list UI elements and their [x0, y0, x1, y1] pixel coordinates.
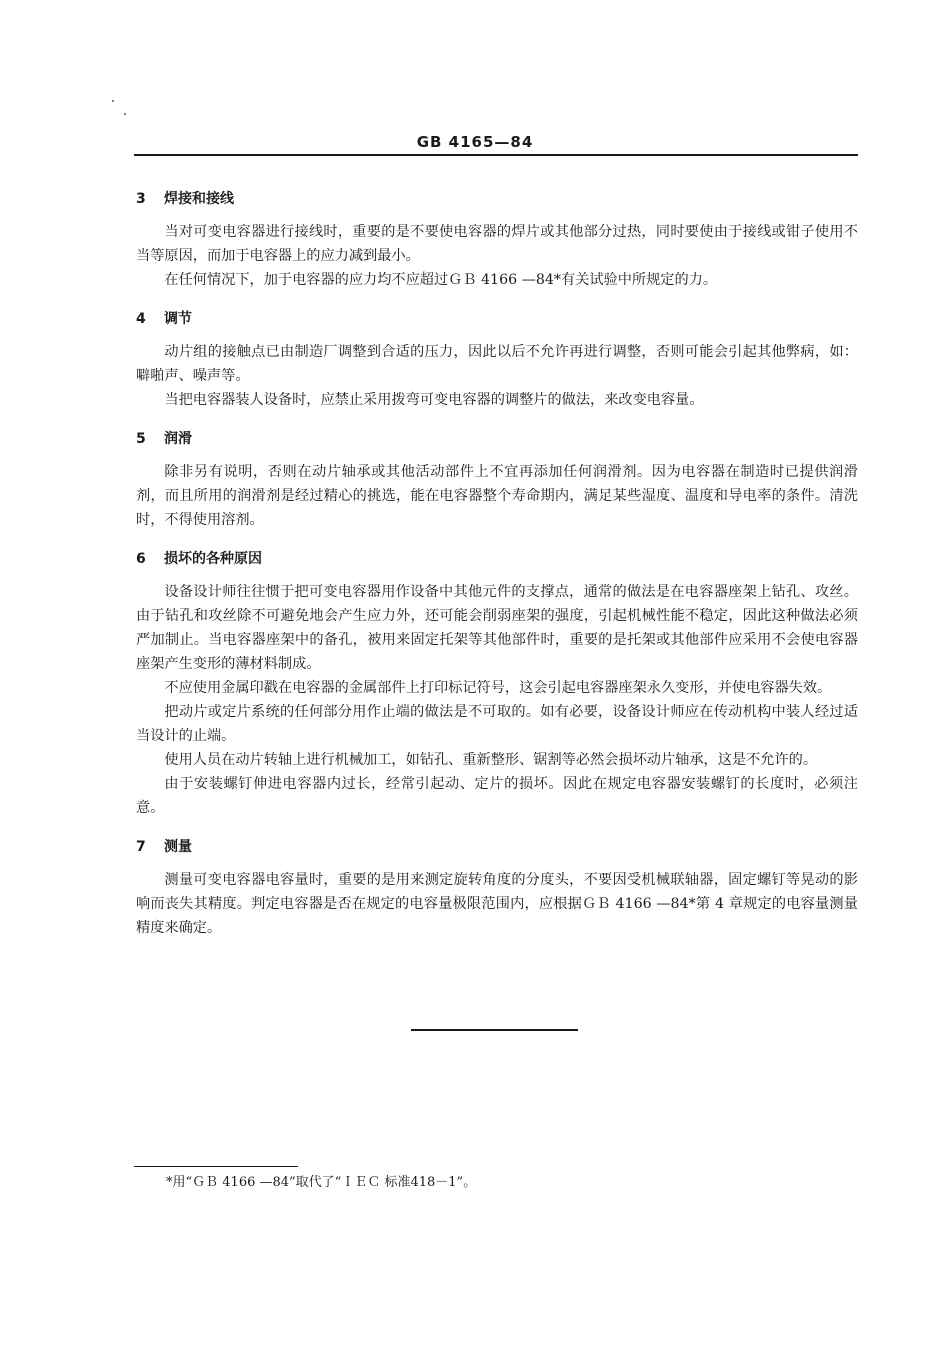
section-title: 焊接和接线 [164, 191, 234, 207]
paragraph: 不应使用金属印戳在电容器的金属部件上打印标记符号，这会引起电容器座架永久变形，并使电容器失效。 [164, 680, 832, 696]
section-title: 调节 [164, 311, 192, 327]
section-title: 损坏的各种原因 [164, 551, 262, 567]
scan-speck [112, 100, 114, 102]
page-header-title: GB 4165—84 [416, 133, 534, 151]
section-damage-causes [136, 548, 858, 820]
paragraph: 除非另有说明，否则在动片轴承或其他活动部件上不宜再添加任何润滑剂。因为电容器在制造时已提供润滑剂，而且所用的润滑剂是经过精心的挑选，能在电容器整个寿命期内，满足某些湿度、温度和导电率的条件。清洗时，不得使用溶剂。 [136, 464, 858, 528]
paragraph: 当把电容器装人设备时，应禁止采用拨弯可变电容器的调整片的做法，来改变电容量。 [164, 392, 704, 408]
end-divider-rule [411, 1029, 578, 1031]
paragraph: 设备设计师往往惯于把可变电容器用作设备中其他元件的支撑点，通常的做法是在电容器座架上钻孔、攻丝。由于钻孔和攻丝除不可避免地会产生应力外，还可能会削弱座架的强度，引起机械性能不稳定，因此这种做法必须严加制止。当电容器座架中的备孔，被用来固定托架等其他部件时，重要的是托架或其他部件应采用不会使电容器座架产生变形的薄材料制成。 [136, 584, 858, 672]
section-number: 3 [136, 191, 146, 207]
section-heading [136, 836, 858, 858]
section-title: 润滑 [164, 431, 192, 447]
section-number: 5 [136, 431, 146, 447]
section-heading [136, 548, 858, 570]
section-adjustment [136, 308, 858, 412]
section-welding [136, 188, 858, 292]
paragraph: 在任何情况下，加于电容器的应力均不应超过ＧＢ 4166 —84*有关试验中所规定的力。 [164, 272, 718, 288]
paragraph: 把动片或定片系统的任何部分用作止端的做法是不可取的。如有必要，设备设计师应在传动机构中装人经过适当设计的止端。 [136, 704, 858, 744]
section-number: 6 [136, 551, 146, 567]
footnote: *用“ＧＢ 4166 —84”取代了“ＩＥＣ 标准418－1”。 [166, 1175, 477, 1190]
document-body [136, 188, 858, 956]
section-heading [136, 428, 858, 450]
paragraph: 测量可变电容器电容量时，重要的是用来测定旋转角度的分度头，不要因受机械联轴器，固定螺钉等晃动的影响而丧失其精度。判定电容器是否在规定的电容量极限范围内，应根据ＧＢ 4166 —84*第 4 章规定的电容量测量精度来确定。 [136, 872, 858, 936]
paragraph: 使用人员在动片转轴上进行机械加工，如钻孔、重新整形、锯割等必然会损坏动片轴承，这是不允许的。 [164, 752, 818, 768]
section-lubrication [136, 428, 858, 532]
section-heading [136, 308, 858, 330]
section-heading [136, 188, 858, 210]
footnote-rule [134, 1166, 298, 1167]
section-title: 测量 [164, 839, 192, 855]
paragraph: 当对可变电容器进行接线时，重要的是不要使电容器的焊片或其他部分过热，同时要使由于接线或钳子使用不当等原因，而加于电容器上的应力减到最小。 [136, 224, 858, 264]
section-number: 7 [136, 839, 146, 855]
header-rule [134, 154, 858, 156]
scan-speck [124, 113, 126, 115]
paragraph: 动片组的接触点已由制造厂调整到合适的压力，因此以后不允许再进行调整，否则可能会引起其他弊病，如：噼啪声、噪声等。 [136, 344, 858, 384]
section-measurement [136, 836, 858, 940]
section-number: 4 [136, 311, 146, 327]
paragraph: 由于安装螺钉伸进电容器内过长，经常引起动、定片的损坏。因此在规定电容器安装螺钉的长度时，必须注意。 [136, 776, 858, 816]
